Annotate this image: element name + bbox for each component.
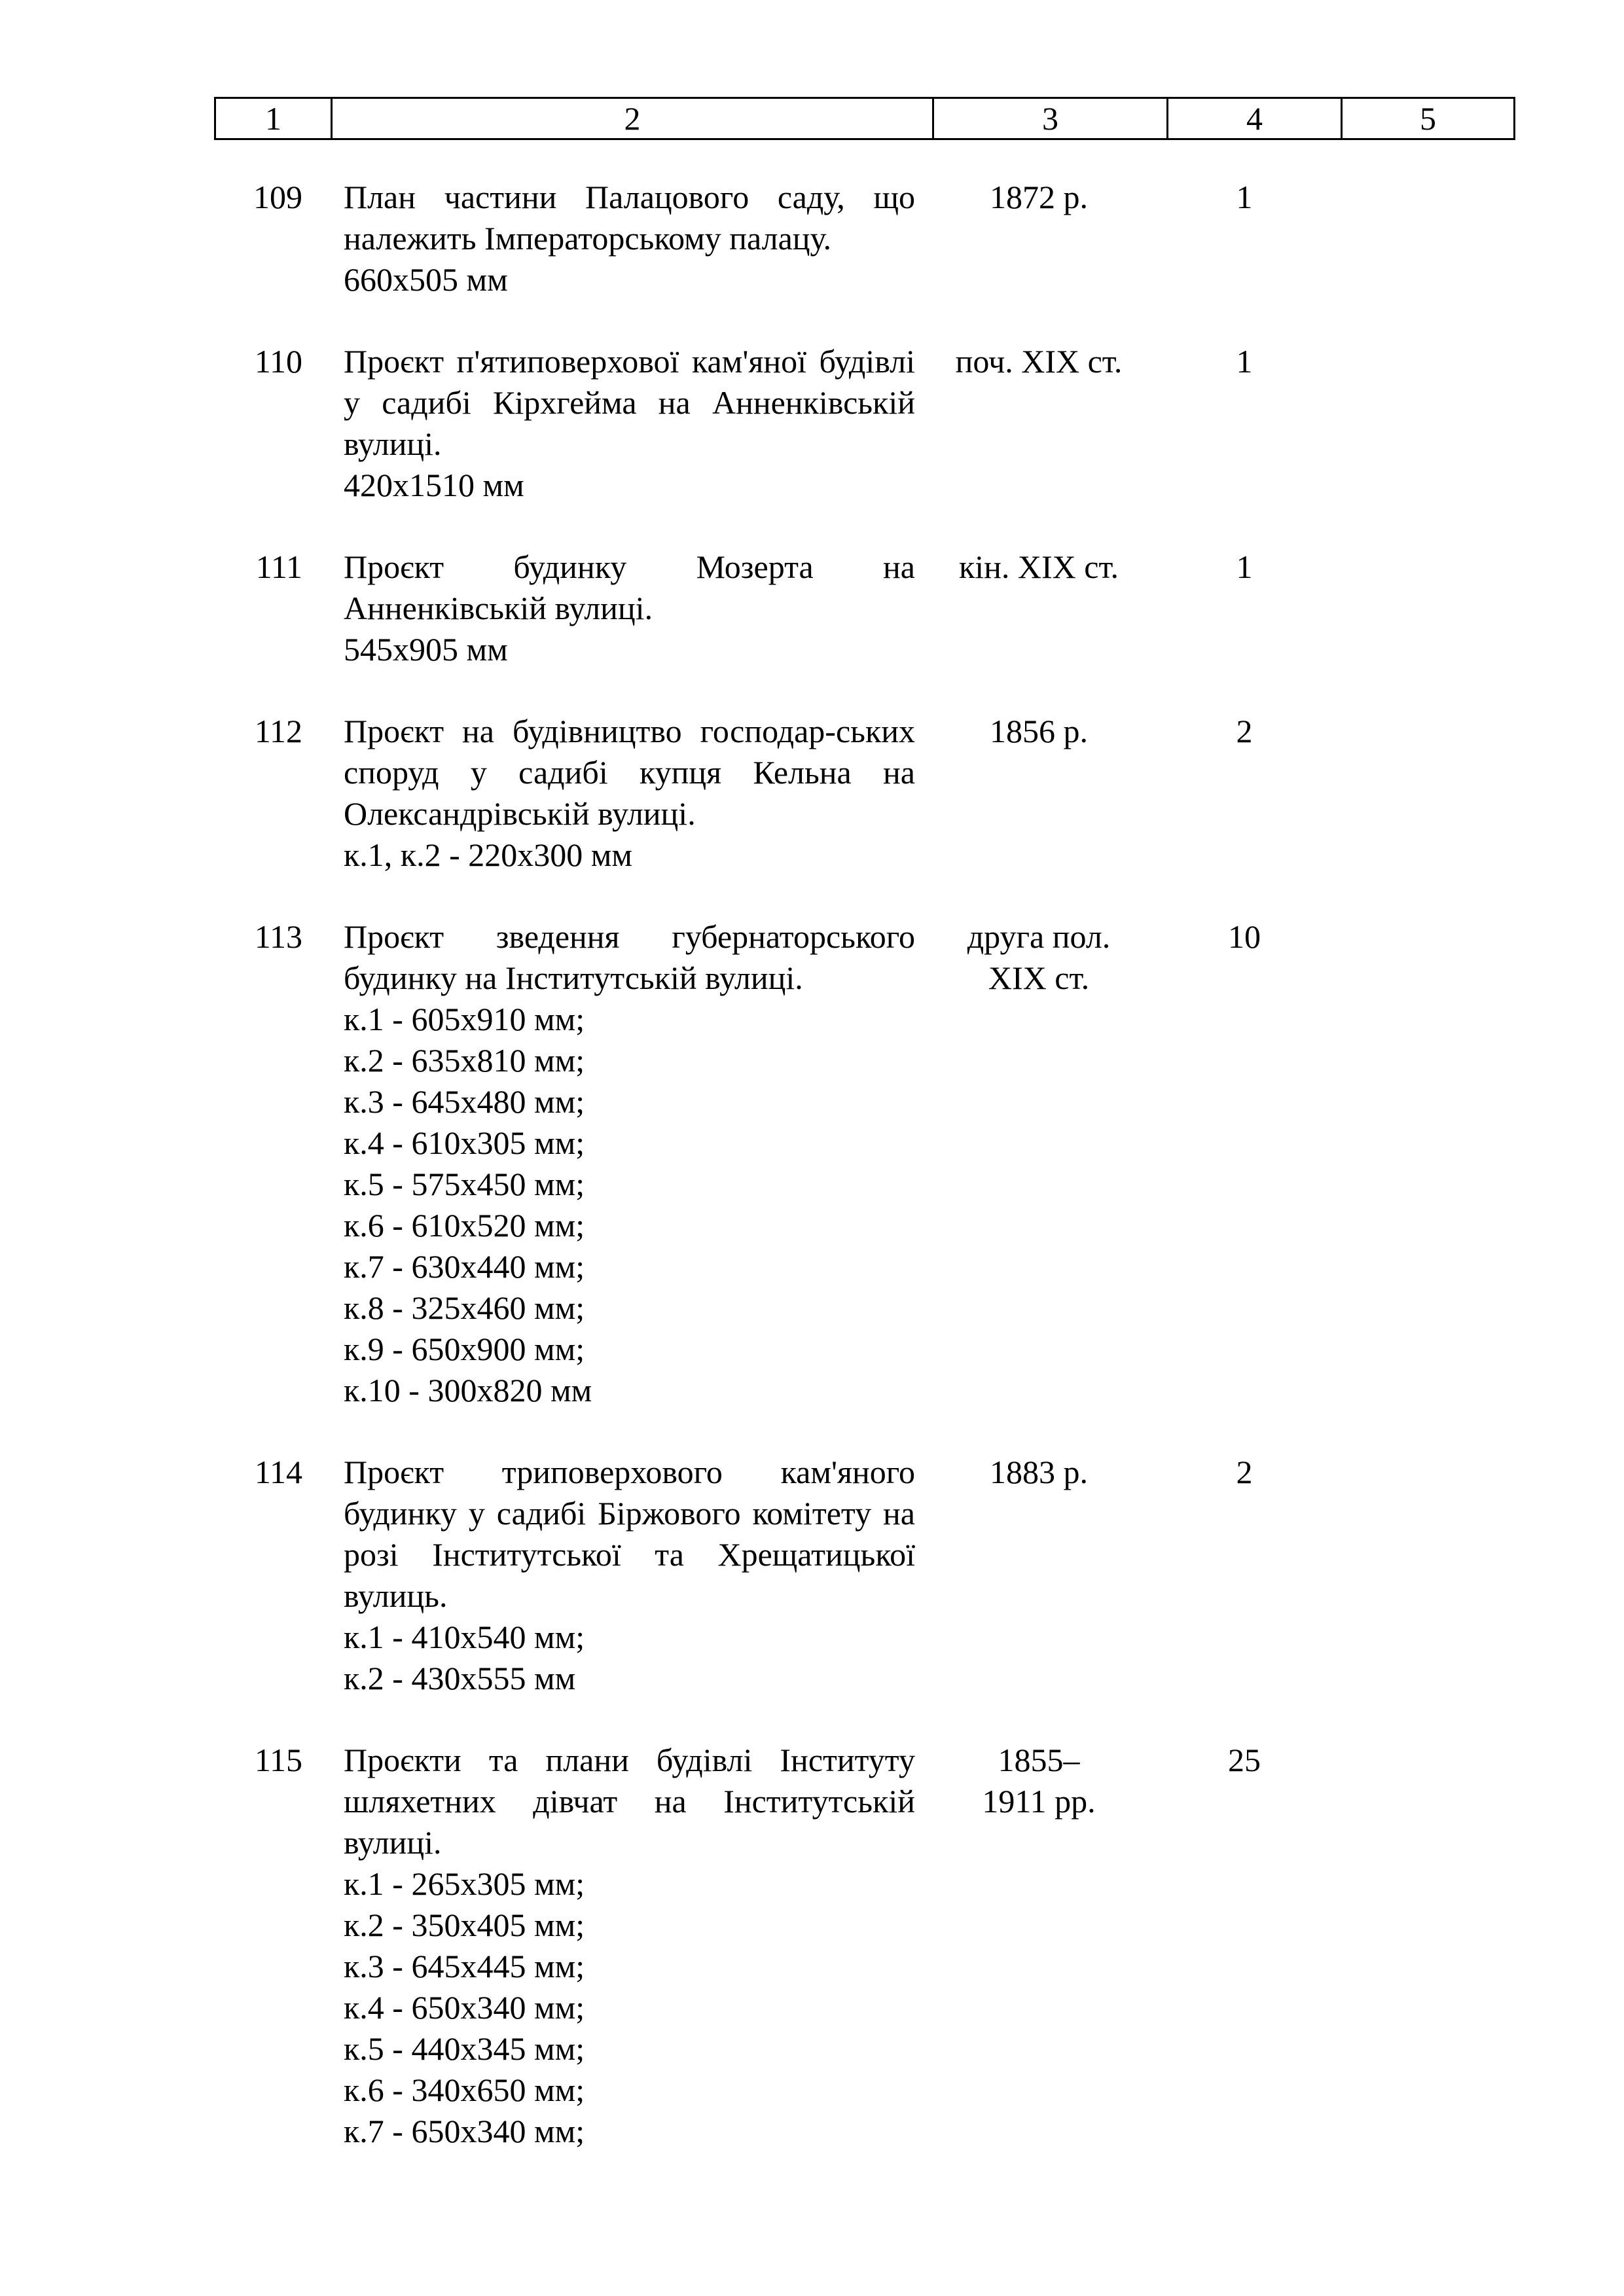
column-header-1: 1: [215, 98, 332, 139]
entry-size: к.10 - 300х820 мм: [344, 1372, 592, 1408]
entry-count: 10: [1228, 918, 1261, 955]
entry-size: к.2 - 635х810 мм;: [344, 1042, 585, 1079]
entry-count: 25: [1228, 1742, 1261, 1778]
entry-date: [920, 341, 1157, 382]
entry-date-line: поч. XIX ст.: [955, 343, 1123, 380]
entry-size: к.7 - 630х440 мм;: [344, 1248, 585, 1285]
column-header-row: [215, 98, 1515, 139]
entry-size: к.6 - 340х650 мм;: [344, 2072, 585, 2108]
entry-size: к.2 - 350х405 мм;: [344, 1907, 585, 1943]
entry-description: [344, 177, 915, 300]
entry-date-line: 1856 р.: [990, 713, 1088, 749]
entry-date-line: кін. XIX ст.: [958, 548, 1119, 585]
column-header-5: 5: [1342, 98, 1515, 139]
entry-number: 110: [254, 343, 302, 380]
entry-size: к.1 - 265х305 мм;: [344, 1865, 585, 1902]
inventory-entry: [214, 916, 1513, 1411]
entry-date: [920, 916, 1157, 999]
entry-size: к.2 - 430х555 мм: [344, 1660, 576, 1696]
entry-date: [920, 1740, 1157, 1822]
entry-description: [344, 1740, 915, 2152]
entry-date: [920, 1452, 1157, 1493]
entry-count: 2: [1236, 713, 1253, 749]
entry-date-line: 1883 р.: [990, 1454, 1088, 1490]
entry-size: к.3 - 645х480 мм;: [344, 1083, 585, 1120]
entry-number: 114: [254, 1454, 302, 1490]
column-header-2: 2: [332, 98, 933, 139]
inventory-entry: [214, 341, 1513, 506]
entry-size: к.1 - 410х540 мм;: [344, 1619, 585, 1655]
column-header-4: 4: [1168, 98, 1342, 139]
column-header-table: [214, 97, 1515, 140]
entry-size: 545х905 мм: [344, 631, 508, 668]
entry-description: [344, 341, 915, 506]
inventory-entry: [214, 177, 1513, 300]
entry-size: к.1 - 605х910 мм;: [344, 1001, 585, 1037]
entry-date: [920, 711, 1157, 752]
inventory-entry: [214, 711, 1513, 876]
entry-count: 1: [1236, 548, 1253, 585]
entry-description: [344, 547, 915, 670]
entry-date-line: XIX ст.: [988, 960, 1090, 996]
inventory-entry: [214, 547, 1513, 670]
entry-title: Проєкт зведення губернаторського будинку на Інститутській вулиці.: [344, 918, 915, 996]
entry-size: к.8 - 325х460 мм;: [344, 1289, 585, 1326]
entry-date-line: друга пол.: [967, 918, 1111, 955]
entry-size: к.5 - 575х450 мм;: [344, 1166, 585, 1202]
entry-number: 113: [254, 918, 302, 955]
entry-number: 111: [255, 548, 302, 585]
entry-number: 109: [253, 179, 302, 215]
inventory-entry: [214, 1452, 1513, 1699]
entry-title: Проєкти та плани будівлі Інституту шляхетних дівчат на Інститутській вулиці.: [344, 1742, 915, 1861]
entry-size: к.4 - 650х340 мм;: [344, 1989, 585, 2026]
entry-date-line: 1911 рр.: [982, 1783, 1096, 1820]
entry-count: 1: [1236, 343, 1253, 380]
entry-number: 112: [254, 713, 302, 749]
entry-description: [344, 711, 915, 876]
entry-title: Проєкт на будівництво господар-ських споруд у садибі купця Кельна на Олександрівській вулиці.: [344, 713, 915, 832]
entry-count: 2: [1236, 1454, 1253, 1490]
entry-title: План частини Палацового саду, що належить Імператорському палацу.: [344, 179, 915, 257]
entry-date: [920, 177, 1157, 218]
entry-title: Проєкт триповерхового кам'яного будинку у садибі Біржового комітету на розі Інститутської та Хрещатицької вулиць.: [344, 1454, 915, 1614]
entry-size: к.5 - 440х345 мм;: [344, 2030, 585, 2067]
column-header-3: 3: [933, 98, 1168, 139]
entry-size: 420х1510 мм: [344, 467, 524, 503]
entry-date: [920, 547, 1157, 588]
entry-size: к.6 - 610х520 мм;: [344, 1207, 585, 1244]
entry-size: к.7 - 650х340 мм;: [344, 2113, 585, 2149]
entry-date-line: 1855–: [998, 1742, 1080, 1778]
entry-count: 1: [1236, 179, 1253, 215]
entry-title: Проєкт будинку Мозерта на Анненківській вулиці.: [344, 548, 915, 626]
entry-size: 660х505 мм: [344, 261, 508, 298]
entry-description: [344, 916, 915, 1411]
entry-number: 115: [254, 1742, 302, 1778]
entry-size: к.9 - 650х900 мм;: [344, 1331, 585, 1367]
entry-size: к.3 - 645х445 мм;: [344, 1948, 585, 1984]
inventory-entries: [214, 177, 1513, 2193]
inventory-entry: [214, 1740, 1513, 2152]
entry-size: к.1, к.2 - 220х300 мм: [344, 836, 633, 873]
entry-date-line: 1872 р.: [990, 179, 1088, 215]
entry-size: к.4 - 610х305 мм;: [344, 1124, 585, 1161]
entry-title: Проєкт п'ятиповерхової кам'яної будівлі у садибі Кірхгейма на Анненківській вулиці.: [344, 343, 915, 462]
entry-description: [344, 1452, 915, 1699]
